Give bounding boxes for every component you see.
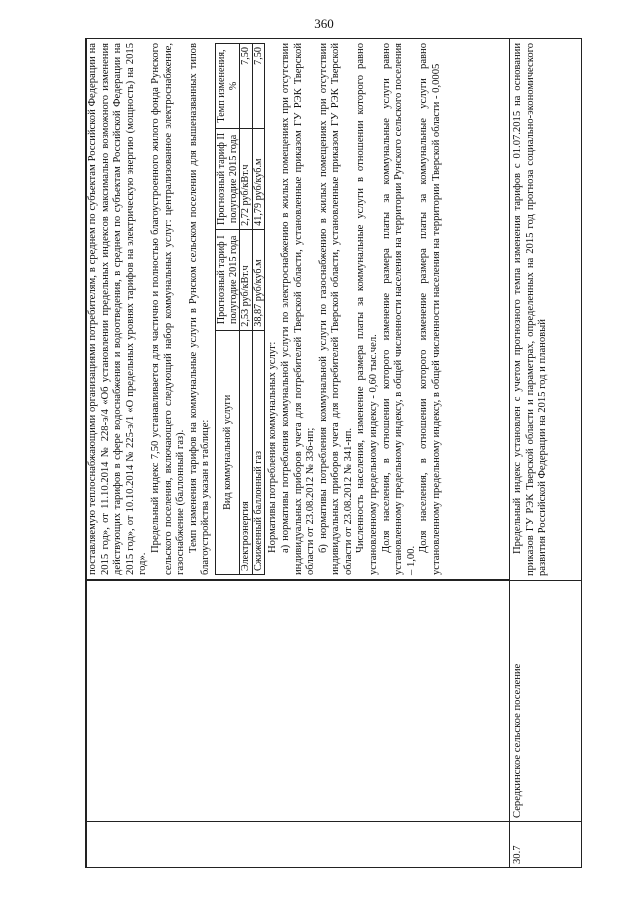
rotated-table — [85, 38, 585, 868]
cell-service: Электроэнергия — [240, 330, 253, 574]
cell-tariff-h2: 2,72 руб/кВт.ч — [240, 128, 253, 229]
settlement-name: Середкинское сельское поселение — [512, 663, 523, 818]
header-service: Вид коммунальной услуги — [215, 330, 239, 574]
header-tariff-h2: Прогнозный тариф II полугодие 2015 года — [215, 128, 239, 229]
para-3: Темп изменения тарифов на коммунальные услуги в Рунском сельском поселении для вышеназванных типов благоустройства указан в таблице: — [187, 43, 212, 575]
table-row — [252, 44, 265, 575]
page-number: 360 — [314, 16, 334, 31]
after-table-1: Нормативы потребления коммунальных услуг: — [267, 341, 279, 553]
para-2: Предельный индекс 7,50 устанавливается для частично и полностью благоустроенного жилого фонда Рунского сельского поселения, включающего следующий набор коммунальных услуг: централизованное электроснабжение, газоснабжение (баллонный газ). — [149, 43, 187, 575]
after-table-5: Доля населения, в отношении которого изменение размера платы за коммунальные услуги равно установленному предельному индексу, в общей численности населения на территории Рунского сельского поселения – 1,00. — [380, 43, 417, 575]
cell-tariff-h1: 2,53 руб/кВт.ч — [240, 229, 253, 330]
table-row — [240, 44, 253, 575]
lower-row-name-cell — [510, 580, 582, 821]
lower-row-text: Предельный индекс установлен с учетом прогнозного темпа изменения тарифов с 01.07.2015 на основании приказов ГУ РЭК Тверской области и параметрах, определенных на 2015 год прогноза социально-экономического развития Российской Федерации на 2015 год и плановый — [512, 43, 549, 576]
header-tariff-h1: Прогнозный тариф I полугодие 2015 года — [215, 229, 239, 330]
after-table-2: а) нормативы потребления коммунальной услуги по электроснабжению в жилых помещениях при отсутствии индивидуальных приборов учета для потребителей Тверской области, установленные приказом ГУ РЭК Тверской области от 23.08.2012 № 336-нп; — [279, 43, 317, 575]
cell-rate: 7,50 — [252, 44, 265, 129]
lower-row-text-cell — [510, 38, 582, 580]
upper-row-number-cell — [85, 821, 510, 868]
tariff-table-header — [215, 44, 239, 575]
row-number: 30.7 — [512, 845, 523, 864]
after-table-6: Доля населения, в отношении которого изменение размера платы за коммунальные услуги равно установленному предельному индексу, в общей численности населения на территории Тверской области - 0,0005 — [418, 43, 443, 575]
after-table-4: Численность населения, изменение размера платы за коммунальные услуги в отношении которого равно установленному предельному индексу - 0,60 тыс.чел. — [355, 43, 380, 575]
upper-row-name-column — [85, 580, 510, 821]
after-table-3: б) нормативы потребления коммунальной услуги по газоснабжению в жилых помещениях при отсутствии индивидуальных приборов учета для потребителей Тверской области, установленные приказом ГУ РЭК Тверской области от 23.08.2012 № 341-нп. — [317, 43, 354, 575]
para-1: поставляемую теплоснабжающими организациями потребителям, в среднем по субъектам Российской Федерации на 2015 год», от 11.10.2014 № 228-э/4 «Об установлении предельных индексов максимально возможного изменения действующих тарифов в сфере водоснабжения и водоотведения, в среднем по субъектам Российской Федерации на 2015 год», от 10.10.2014 № 225-э/1 «О предельных уровнях тарифов на электрическую энергию (мощность) на 2015 год». — [87, 43, 149, 575]
header-rate: Темп изменения, % — [215, 44, 239, 129]
cell-tariff-h2: 41,79 руб/куб.м — [252, 128, 265, 229]
lower-row-number-cell — [510, 821, 582, 868]
cell-rate: 7,50 — [240, 44, 253, 129]
cell-tariff-h1: 38,87 руб/куб.м — [252, 229, 265, 330]
cell-service: Сжиженный баллонный газ — [252, 330, 265, 574]
tariff-table — [215, 43, 265, 575]
upper-row-text-cell — [85, 38, 510, 580]
